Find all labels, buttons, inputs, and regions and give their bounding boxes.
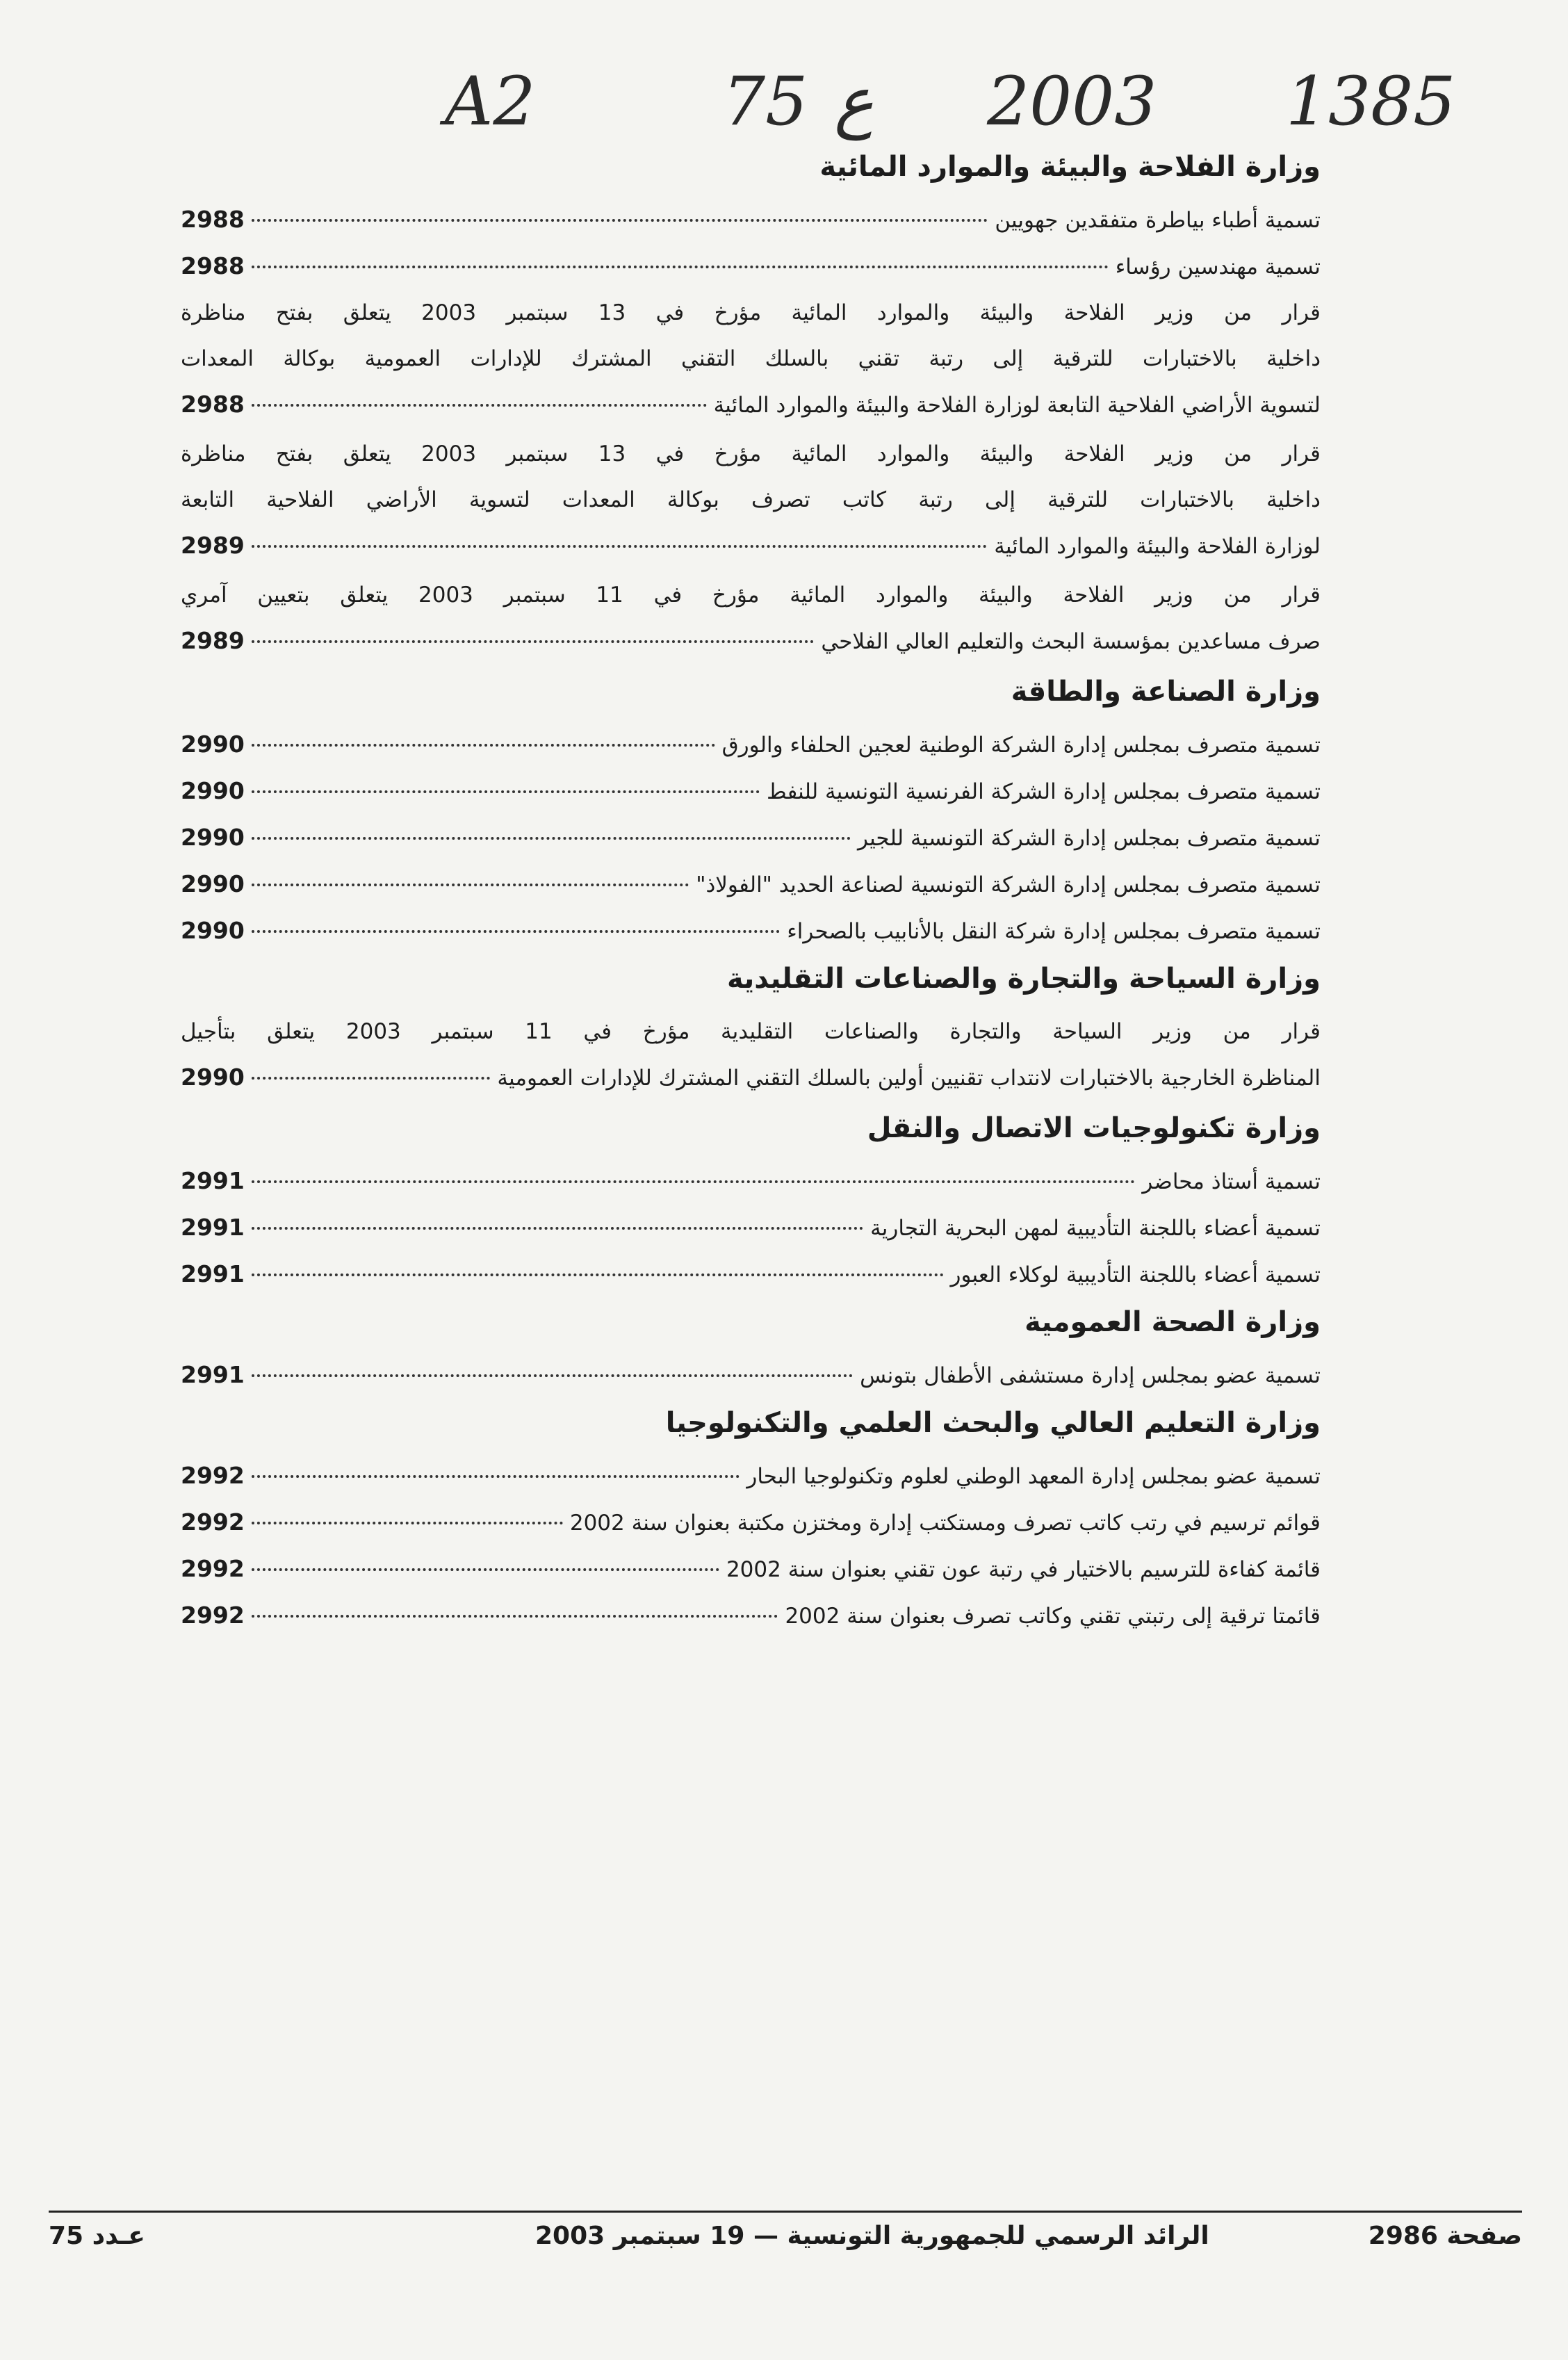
entry-row [181, 861, 1321, 908]
entry-row [181, 1251, 1321, 1298]
dot-leader [252, 884, 689, 886]
dot-leader [252, 1227, 863, 1230]
entry-row [181, 1499, 1321, 1546]
footer-issue-number: عـدد 75 [49, 2222, 145, 2250]
toc-entry[interactable] [181, 1158, 1321, 1205]
dot-leader [252, 1077, 491, 1080]
entry-page-number: 2990 [181, 917, 245, 944]
entry-row [181, 1593, 1321, 1639]
entry-row [181, 1546, 1321, 1593]
entry-title: تسمية أطباء بياطرة متفقدين جهويين [995, 208, 1321, 233]
toc-entry[interactable] [181, 1251, 1321, 1298]
toc-entry[interactable] [181, 1352, 1321, 1399]
entry-title: المناظرة الخارجية بالاختبارات لانتداب تقنيين أولين بالسلك التقني المشترك للإدارات العمومية [497, 1066, 1321, 1091]
toc-entry[interactable] [181, 243, 1321, 290]
toc-entry[interactable] [181, 815, 1321, 861]
entry-page-number: 2991 [181, 1167, 245, 1194]
entry-title: تسمية متصرف بمجلس إدارة الشركة التونسية لصناعة الحديد "الفولاذ" [696, 872, 1321, 897]
toc-entry[interactable] [181, 722, 1321, 768]
entry-title: تسمية متصرف بمجلس إدارة شركة النقل بالأنابيب بالصحراء [787, 919, 1321, 944]
footer-page-number: صفحة 2986 [1368, 2222, 1522, 2250]
toc-entry[interactable] [181, 1205, 1321, 1251]
footer-divider [49, 2211, 1522, 2213]
entry-title: قائمتا ترقية إلى رتبتي تقني وكاتب تصرف بعنوان سنة 2002 [785, 1604, 1321, 1629]
toc-entry[interactable] [181, 1593, 1321, 1639]
dot-leader [252, 790, 760, 793]
dot-leader [252, 1568, 719, 1571]
dot-leader [252, 1273, 944, 1276]
section-title: وزارة التعليم العالي والبحث العلمي والتكنولوجيا [665, 1407, 1321, 1439]
section-title: وزارة تكنولوجيات الاتصال والنقل [867, 1112, 1321, 1144]
section-title: وزارة الفلاحة والبيئة والموارد المائية [819, 151, 1321, 183]
entry-title: تسمية عضو بمجلس إدارة مستشفى الأطفال بتونس [860, 1363, 1321, 1388]
toc-entry[interactable] [181, 1499, 1321, 1546]
dot-leader [252, 545, 987, 548]
entry-row [181, 618, 1321, 665]
dot-leader [252, 1522, 563, 1524]
entry-title: لتسوية الأراضي الفلاحية التابعة لوزارة الفلاحة والبيئة والموارد المائية [713, 393, 1321, 418]
handwritten-issue: 75 [723, 63, 808, 140]
entry-page-number: 2992 [181, 1602, 245, 1629]
toc-entry[interactable] [181, 1009, 1321, 1101]
toc-entry[interactable] [181, 1546, 1321, 1593]
toc-entry[interactable] [181, 908, 1321, 954]
section-title: وزارة السياحة والتجارة والصناعات التقليدية [726, 963, 1321, 995]
handwritten-record: 1385 [1286, 63, 1456, 140]
entry-page-number: 2988 [181, 206, 245, 233]
dot-leader [252, 266, 1109, 268]
table-of-contents [181, 143, 1321, 1639]
entry-title: تسمية عضو بمجلس إدارة المعهد الوطني لعلوم وتكنولوجيا البحار [746, 1464, 1321, 1489]
entry-title: تسمية أستاذ محاضر [1142, 1169, 1321, 1194]
entry-row [181, 1158, 1321, 1205]
entry-title: تسمية متصرف بمجلس إدارة الشركة الوطنية لعجين الحلفاء والورق [721, 733, 1321, 758]
toc-entry[interactable] [181, 768, 1321, 815]
dot-leader [252, 744, 715, 747]
entry-page-number: 2988 [181, 391, 245, 418]
dot-leader [252, 1615, 778, 1618]
entry-row [181, 1453, 1321, 1499]
entry-row [181, 722, 1321, 768]
entry-text-line: قرار من وزير الفلاحة والبيئة والموارد المائية مؤرخ في 11 سبتمبر 2003 يتعلق بتعيين آمري [181, 583, 1321, 608]
entry-title: تسمية أعضاء باللجنة التأديبية لوكلاء العبور [950, 1262, 1321, 1287]
handwritten-year: 2003 [987, 63, 1157, 140]
entry-row [181, 908, 1321, 954]
entry-row [181, 523, 1321, 569]
entry-page-number: 2990 [181, 870, 245, 897]
dot-leader [252, 1475, 740, 1478]
entry-title: تسمية متصرف بمجلس إدارة الشركة الفرنسية التونسية للنفط [767, 779, 1321, 804]
entry-title: تسمية مهندسين رؤساء [1115, 254, 1321, 279]
entry-row [181, 1055, 1321, 1101]
entry-title: تسمية أعضاء باللجنة التأديبية لمهن البحرية التجارية [870, 1216, 1321, 1241]
entry-title: تسمية متصرف بمجلس إدارة الشركة التونسية للجير [857, 826, 1321, 851]
entry-title: قائمة كفاءة للترسيم بالاختيار في رتبة عون تقني بعنوان سنة 2002 [726, 1557, 1321, 1582]
entry-page-number: 2989 [181, 627, 245, 654]
entry-page-number: 2991 [181, 1260, 245, 1287]
entry-page-number: 2992 [181, 1555, 245, 1582]
entry-row [181, 243, 1321, 290]
dot-leader [252, 1374, 853, 1377]
section-title: وزارة الصحة العمومية [1024, 1306, 1321, 1338]
entry-title: لوزارة الفلاحة والبيئة والموارد المائية [994, 534, 1321, 559]
page-footer [49, 2222, 1522, 2263]
dot-leader [252, 219, 988, 222]
entry-row [181, 197, 1321, 243]
entry-text-line: داخلية بالاختبارات للترقية إلى رتبة تقني بالسلك التقني المشترك للإدارات العمومية بوكالة المعدات [181, 346, 1321, 371]
handwritten-separator: ع [834, 63, 874, 140]
toc-entry[interactable] [181, 431, 1321, 569]
toc-entry[interactable] [181, 290, 1321, 428]
entry-row [181, 382, 1321, 428]
dot-leader [252, 930, 780, 933]
entry-text-line: داخلية بالاختبارات للترقية إلى رتبة كاتب تصرف بوكالة المعدات لتسوية الأراضي الفلاحية التابعة [181, 487, 1321, 512]
entry-page-number: 2990 [181, 1064, 245, 1091]
toc-entry[interactable] [181, 572, 1321, 665]
entry-page-number: 2988 [181, 252, 245, 279]
entry-row [181, 1205, 1321, 1251]
entry-row [181, 1352, 1321, 1399]
entry-row [181, 815, 1321, 861]
entry-page-number: 2990 [181, 731, 245, 758]
entry-page-number: 2992 [181, 1462, 245, 1489]
toc-entry[interactable] [181, 861, 1321, 908]
entry-row [181, 768, 1321, 815]
entry-title: قوائم ترسيم في رتب كاتب تصرف ومستكتب إدارة ومختزن مكتبة بعنوان سنة 2002 [569, 1511, 1321, 1536]
toc-entry[interactable] [181, 1453, 1321, 1499]
dot-leader [252, 837, 851, 840]
entry-page-number: 2991 [181, 1361, 245, 1388]
footer-journal-title: الرائد الرسمي للجمهورية التونسية — 19 سبتمبر 2003 [535, 2222, 1209, 2250]
entry-page-number: 2989 [181, 532, 245, 559]
handwritten-code: A2 [445, 63, 536, 140]
entry-page-number: 2990 [181, 777, 245, 804]
entry-page-number: 2990 [181, 824, 245, 851]
toc-entry[interactable] [181, 197, 1321, 243]
entry-text-line: قرار من وزير السياحة والتجارة والصناعات التقليدية مؤرخ في 11 سبتمبر 2003 يتعلق بتأجيل [181, 1019, 1321, 1044]
entry-title: صرف مساعدين بمؤسسة البحث والتعليم العالي الفلاحي [821, 629, 1321, 654]
dot-leader [252, 640, 815, 643]
dot-leader [252, 1180, 1136, 1183]
dot-leader [252, 404, 707, 407]
entry-text-line: قرار من وزير الفلاحة والبيئة والموارد المائية مؤرخ في 13 سبتمبر 2003 يتعلق بفتح مناظرة [181, 300, 1321, 325]
entry-page-number: 2991 [181, 1214, 245, 1241]
section-title: وزارة الصناعة والطاقة [1011, 676, 1321, 708]
entry-page-number: 2992 [181, 1508, 245, 1536]
entry-text-line: قرار من وزير الفلاحة والبيئة والموارد المائية مؤرخ في 13 سبتمبر 2003 يتعلق بفتح مناظرة [181, 441, 1321, 466]
